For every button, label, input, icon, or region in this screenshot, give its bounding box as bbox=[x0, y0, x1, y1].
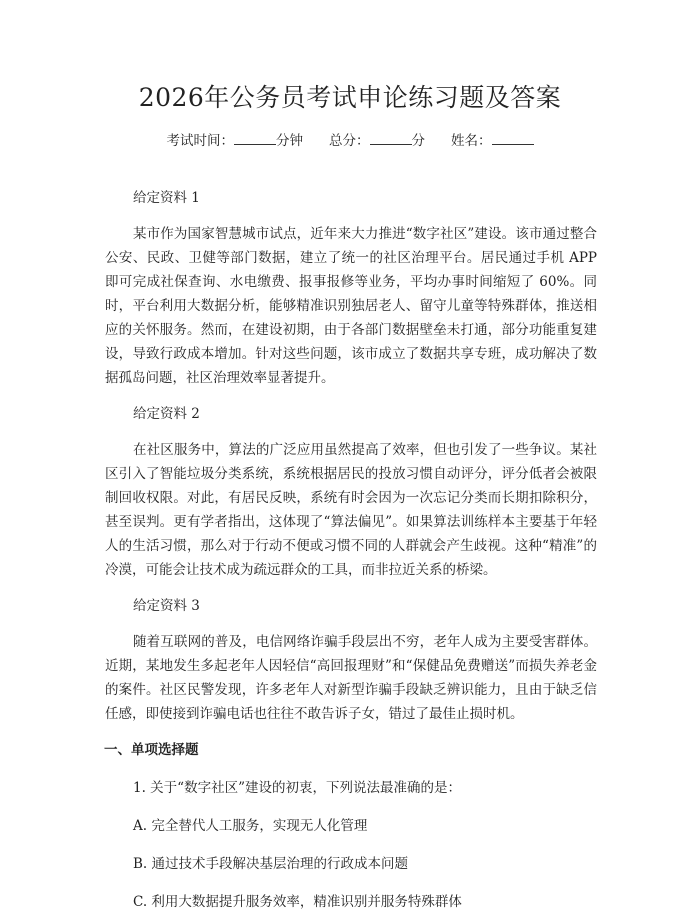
exam-time-label: 考试时间： bbox=[166, 133, 234, 149]
exam-meta-line bbox=[0, 130, 700, 152]
question-1-option-c: C. 利用大数据提升服务效率，精准识别并服务特殊群体 bbox=[133, 894, 462, 910]
total-score-blank[interactable] bbox=[370, 130, 412, 145]
exam-time-blank[interactable] bbox=[234, 130, 276, 145]
question-1-option-a: A. 完全替代人工服务，实现无人化管理 bbox=[133, 818, 368, 834]
name-blank[interactable] bbox=[492, 130, 534, 145]
total-score-label: 总分： bbox=[329, 133, 370, 149]
material-1-label: 给定资料 1 bbox=[133, 190, 200, 206]
name-label: 姓名： bbox=[451, 133, 492, 149]
total-score-unit: 分 bbox=[411, 133, 425, 149]
document-title: 2026年公务员考试申论练习题及答案 bbox=[138, 83, 562, 112]
exam-time-unit: 分钟 bbox=[276, 133, 303, 149]
question-1-option-b: B. 通过技术手段解决基层治理的行政成本问题 bbox=[133, 856, 409, 872]
document-body bbox=[105, 186, 597, 914]
material-3-label: 给定资料 3 bbox=[133, 598, 200, 614]
material-1-text: 某市作为国家智慧城市试点，近年来大力推进“数字社区”建设。该市通过整合公安、民政、卫健等部门数据，建立了统一的社区治理平台。居民通过手机 APP 即可完成社保查询、水电缴费、报事报修等业务，平均办事时间缩短了 60%。同时，平台利用大数据分析，能够精准识别独居老人、留守儿童等特殊群体，推送相应的关怀服务。然而，在建设初期，由于各部门数据壁垒未打通，部分功能重复建设，导致行政成本增加。针对这些问题，该市成立了数据共享专班，成功解决了数据孤岛问题，社区治理效率显著提升。 bbox=[105, 226, 597, 386]
material-3-text: 随着互联网的普及，电信网络诈骗手段层出不穷，老年人成为主要受害群体。近期，某地发生多起老年人因轻信“高回报理财”和“保健品免费赠送”而损失养老金的案件。社区民警发现，许多老年人对新型诈骗手段缺乏辨识能力，且由于缺乏信任感，即使接到诈骗电话也往往不敢告诉子女，错过了最佳止损时机。 bbox=[105, 634, 597, 722]
section-heading-single-choice: 一、单项选择题 bbox=[104, 742, 199, 758]
question-1-stem: 1. 关于“数字社区”建设的初衷，下列说法最准确的是： bbox=[133, 780, 461, 796]
material-2-text: 在社区服务中，算法的广泛应用虽然提高了效率，但也引发了一些争议。某社区引入了智能垃圾分类系统，系统根据居民的投放习惯自动评分，评分低者会被限制回收权限。对此，有居民反映，系统有时会因为一次忘记分类而长期扣除积分，甚至误判。更有学者指出，这体现了“算法偏见”。如果算法训练样本主要基于年轻人的生活习惯，那么对于行动不便或习惯不同的人群就会产生歧视。这种“精准”的冷漠，可能会让技术成为疏远群众的工具，而非拉近关系的桥梁。 bbox=[105, 442, 597, 578]
material-2-label: 给定资料 2 bbox=[133, 406, 200, 422]
